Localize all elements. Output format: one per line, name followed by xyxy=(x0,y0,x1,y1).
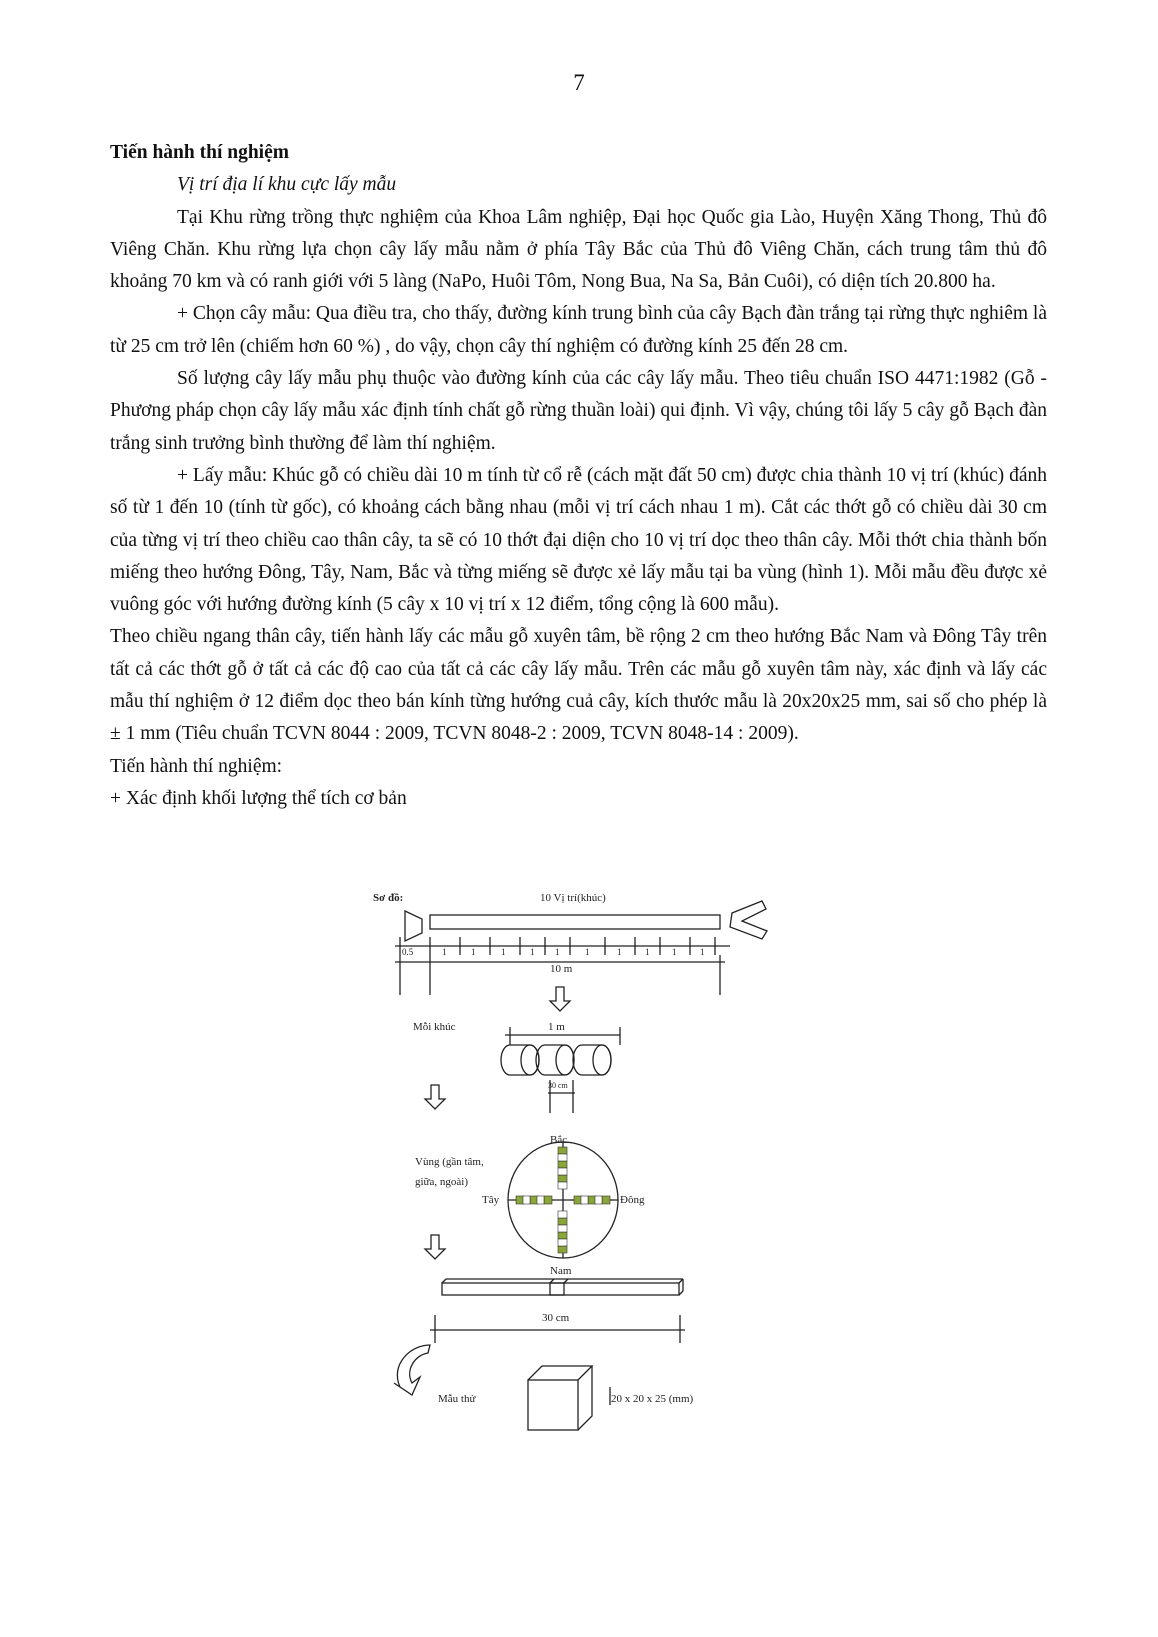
specimen-cube xyxy=(528,1380,578,1430)
label-segment-5: 1 xyxy=(555,947,560,957)
crown-shape xyxy=(730,901,767,939)
label-east: Đông xyxy=(620,1194,645,1206)
label-moi-khuc: Mỗi khúc xyxy=(413,1021,456,1033)
paragraph-procedure: Tiến hành thí nghiệm: xyxy=(110,755,283,777)
label-segment-8: 1 xyxy=(645,947,650,957)
label-segment-6: 1 xyxy=(585,947,590,957)
label-segment-7: 1 xyxy=(617,947,622,957)
label-specimen-size: 20 x 20 x 25 (mm) xyxy=(611,1393,694,1405)
label-segment-1: 1 xyxy=(442,947,447,957)
stump-shape xyxy=(405,911,422,941)
section-subheading: Vị trí địa lí khu cực lấy mẫu xyxy=(177,174,397,196)
label-west: Tây xyxy=(482,1194,500,1206)
label-segment-3: 1 xyxy=(501,947,506,957)
label-north: Bắc xyxy=(550,1134,568,1146)
paragraph-tree-selection: + Chọn cây mẫu: Qua điều tra, cho thấy, đường kính trung bình của cây Bạch đàn trắng tại rừng thực nghiêm là từ 25 cm trở lên (chiếm hơn 60 %) , do vậy, chọn cây thí nghiệm có đường kính 25 đến 28 cm. xyxy=(110,303,1047,357)
paragraph-sampling: + Lấy mẫu: Khúc gỗ có chiều dài 10 m tính từ cổ rễ (cách mặt đất 50 cm) được chia thành 10 vị trí (khúc) đánh số từ 1 đến 10 (tính từ gốc), có khoảng cách bằng nhau (mỗi vị trí cách nhau 1 m). Cắt các thớt gỗ có chiều dài 30 cm của từng vị trí theo chiều cao thân cây, ta sẽ có 10 thớt đại diện cho 10 vị trí dọc theo thân cây. Mỗi thớt chia thành bốn miếng theo hướng Đông, Tây, Nam, Bắc và từng miếng sẽ được xẻ lấy mẫu tại ba vùng (hình 1). Mỗi mẫu đều được xẻ vuông góc với hướng đường kính (5 cây x 10 vị trí x 12 điểm, tổng cộng là 600 mẫu). xyxy=(110,464,1047,616)
paragraph-density: + Xác định khối lượng thể tích cơ bản xyxy=(110,787,407,809)
paragraph-sample-count: Số lượng cây lấy mẫu phụ thuộc vào đường kính của các cây lấy mẫu. Theo tiêu chuẩn ISO 4471:1982 (Gỗ - Phương pháp chọn cây lấy mẫu xác định tính chất gỗ rừng thuần loài) qui định. Vì vậy, chúng tôi lấy 5 cây gỗ Bạch đàn trắng sinh trưởng bình thường để làm thí nghiệm. xyxy=(110,368,1047,454)
label-first-segment: 0.5 xyxy=(402,947,414,957)
label-segment-2: 1 xyxy=(471,947,476,957)
page-number: 7 xyxy=(573,70,585,95)
radial-strip xyxy=(442,1283,679,1295)
body-text xyxy=(110,137,1047,815)
label-so-do: Sơ đồ: xyxy=(373,892,404,904)
sampling-diagram xyxy=(370,875,810,1495)
label-total-length: 10 m xyxy=(550,963,573,975)
sampling-diagram-svg xyxy=(370,875,810,1495)
label-segment-9: 1 xyxy=(672,947,677,957)
paragraph-location: Tại Khu rừng trồng thực nghiệm của Khoa Lâm nghiệp, Đại học Quốc gia Lào, Huyện Xăng Thong, Thủ đô Viêng Chăn. Khu rừng lựa chọn cây lấy mẫu nằm ở phía Tây Bắc của Thủ đô Viêng Chăn, cách trung tâm thủ đô khoảng 70 km và có ranh giới với 5 làng (NaPo, Huôi Tôm, Nong Bua, Na Sa, Bản Cuôi), có diện tích 20.800 ha. xyxy=(110,206,1047,293)
label-segment-4: 1 xyxy=(530,947,535,957)
paragraph-radial-samples: Theo chiều ngang thân cây, tiến hành lấy các mẫu gỗ xuyên tâm, bề rộng 2 cm theo hướng Bắc Nam và Đông Tây trên tất cả các thớt gỗ ở tất cả các độ cao của tất cả các cây lấy mẫu. Trên các mẫu gỗ xuyên tâm này, xác định và lấy các mẫu thí nghiệm ở 12 điểm dọc theo bán kính từng hướng cuả cây, kích thước mẫu là 20x20x25 mm, sai số cho phép là ± 1 mm (Tiêu chuẩn TCVN 8044 : 2009, TCVN 8048-2 : 2009, TCVN 8048-14 : 2009). xyxy=(110,626,1047,745)
label-positions-title: 10 Vị trí(khúc) xyxy=(540,892,606,904)
label-thirty-cm-small: 30 cm xyxy=(548,1081,568,1090)
log-bar xyxy=(430,915,720,929)
label-one-meter: 1 m xyxy=(548,1021,565,1033)
label-specimen: Mẫu thử xyxy=(438,1393,476,1405)
section-heading: Tiến hành thí nghiệm xyxy=(110,142,289,163)
label-thirty-cm: 30 cm xyxy=(542,1312,570,1324)
label-zone-2: giữa, ngoài) xyxy=(415,1176,469,1188)
label-south: Nam xyxy=(550,1265,572,1277)
label-zone: Vùng (gần tâm, xyxy=(415,1156,484,1168)
label-segment-10: 1 xyxy=(700,947,705,957)
